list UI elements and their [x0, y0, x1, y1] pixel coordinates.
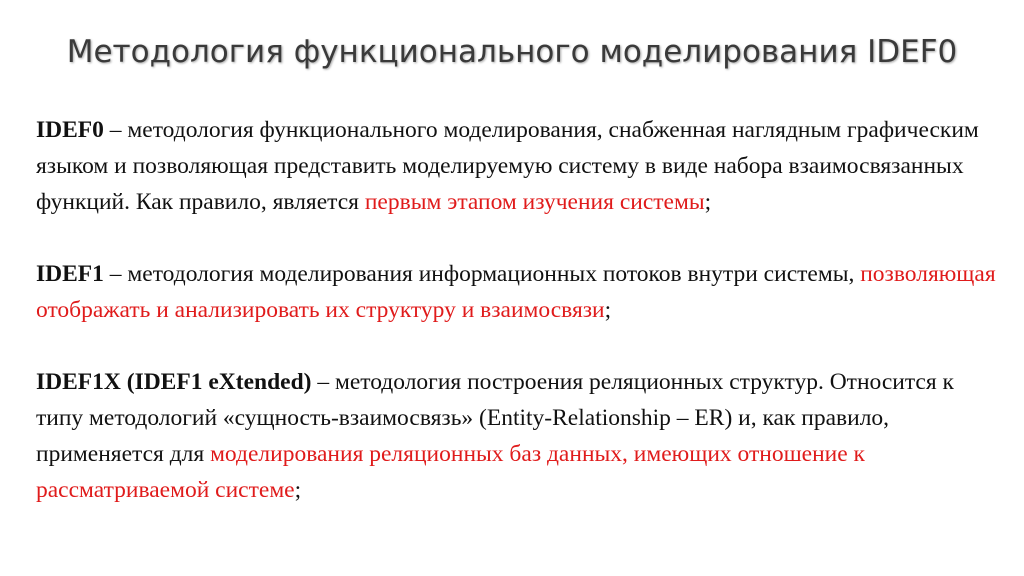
highlight-idef1x: моделирования реляционных баз данных, имеющих отношение к рассматриваемой системе — [36, 441, 865, 503]
paragraph-idef0 — [36, 112, 996, 220]
term-idef0: IDEF0 — [36, 117, 104, 143]
definition-idef1x: – методология построения реляционных структур. Относится к типу методологий «сущность-взаимосвязь» (Entity-Relationship – ER) и, как правило, применяется для — [36, 369, 954, 467]
paragraph-idef1 — [36, 256, 996, 328]
highlight-idef0: первым этапом изучения системы — [364, 189, 705, 215]
term-idef1: IDEF1 — [36, 261, 104, 287]
tail-idef1x: ; — [294, 477, 302, 503]
definition-idef1: – методология моделирования информационных потоков внутри системы, — [103, 261, 861, 287]
definition-idef0: – методология функционального моделирования, снабженная наглядным графическим языком и позволяющая представить моделируемую систему в виде набора взаимосвязанных функций. Как правило, является — [36, 117, 979, 215]
slide-body — [36, 112, 996, 508]
slide-title: Методология функционального моделирования IDEF0 — [66, 34, 958, 70]
tail-idef1: ; — [604, 297, 612, 323]
paragraph-idef1x — [36, 364, 996, 508]
term-idef1x: IDEF1X (IDEF1 eXtended) — [36, 369, 312, 395]
tail-idef0: ; — [704, 189, 712, 215]
highlight-idef1: позволяющая отображать и анализировать их структуру и взаимосвязи — [36, 261, 996, 323]
